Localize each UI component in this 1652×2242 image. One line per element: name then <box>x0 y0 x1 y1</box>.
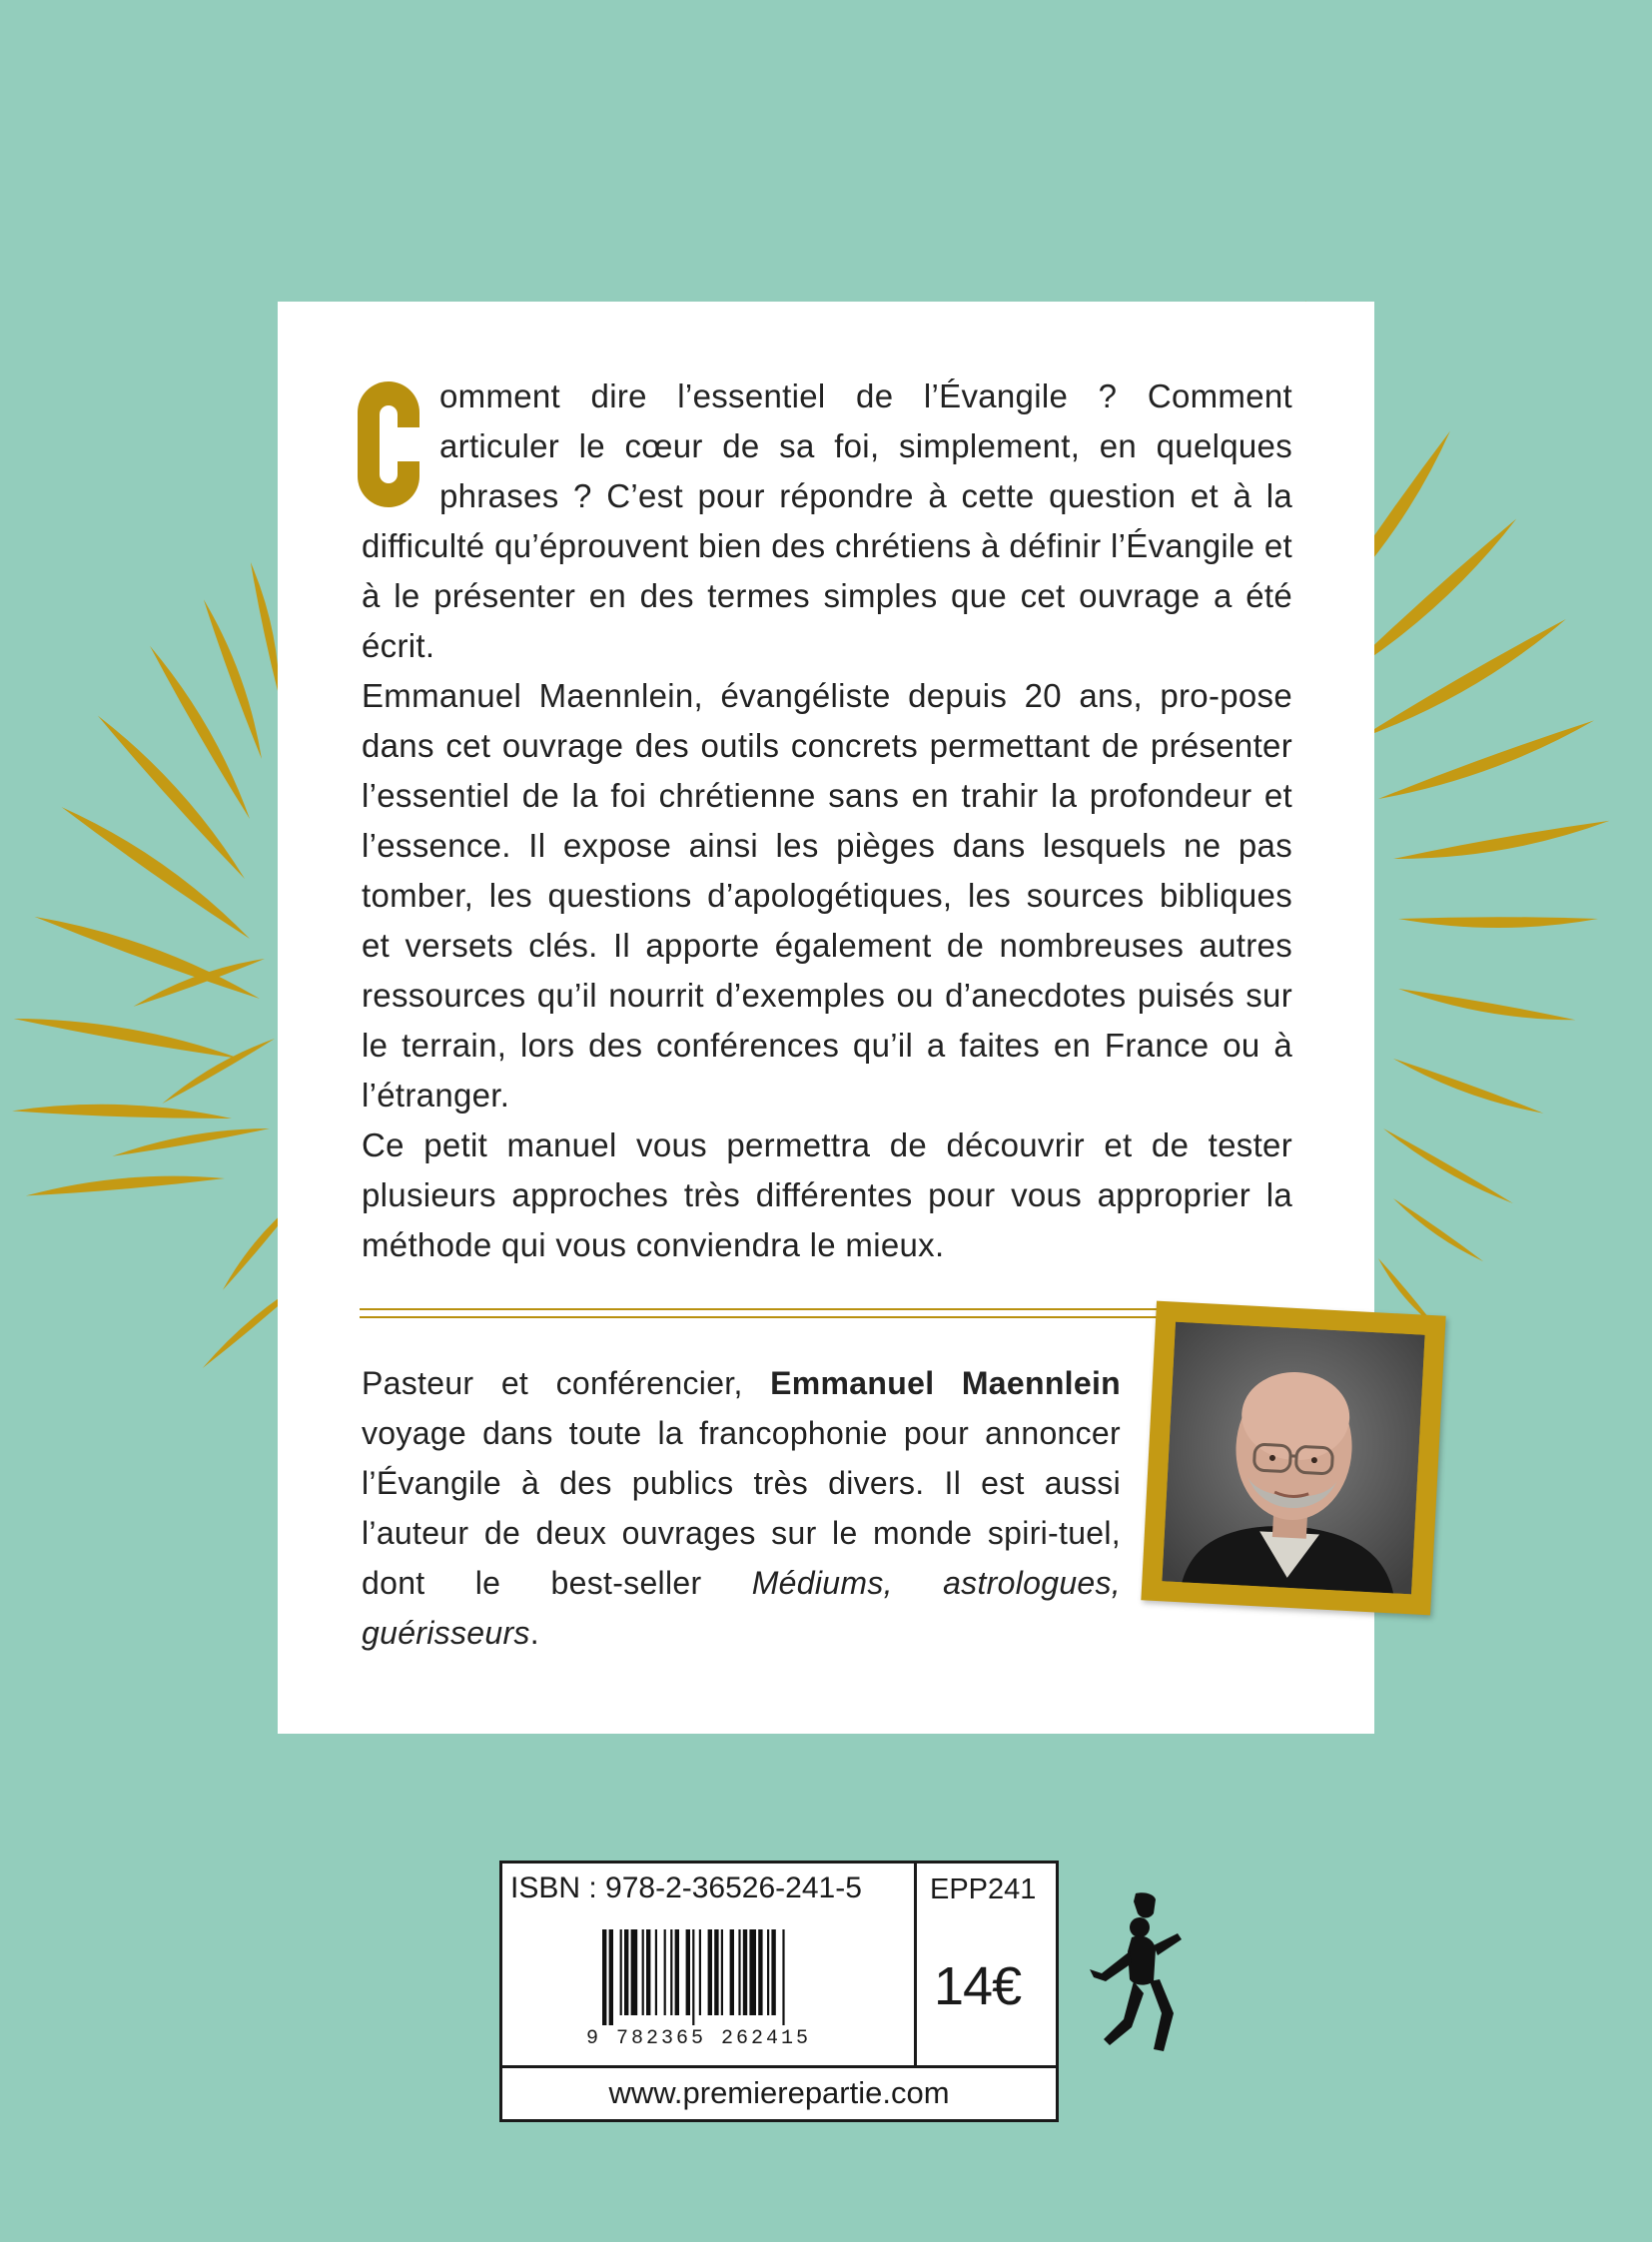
double-rule-divider <box>360 1308 1191 1318</box>
barcode-bar <box>692 1929 694 2025</box>
isbn-section <box>502 1864 917 2065</box>
palm-leaflet <box>133 959 265 1007</box>
publisher-logo-icon <box>1084 1889 1194 2059</box>
palm-leaflet <box>204 599 262 759</box>
barcode-bar <box>686 1929 690 2015</box>
barcode-bar <box>642 1929 644 2015</box>
palm-leaflet <box>1383 1128 1513 1203</box>
barcode-bar <box>782 1929 784 2025</box>
palm-leaflet <box>1398 989 1575 1020</box>
ean-barcode <box>602 1929 832 2025</box>
barcode-bar <box>609 1929 613 2025</box>
barcode-bar <box>631 1929 638 2015</box>
ean-digits: 9 782365 262415 <box>586 2027 812 2050</box>
palm-leaflet <box>1393 821 1610 859</box>
blurb-paragraph-3: Ce petit manuel vous permettra de découvrir et de tester plusieurs approches très différentes pour vous approprier la méthode qui vous conviendra le mieux. <box>362 1126 1292 1263</box>
author-bio: Pasteur et conférencier, Emmanuel Maennlein voyage dans toute la francophonie pour annoncer l’Évangile à des publics très divers. Il est aussi l’auteur de deux ouvrages sur le monde spiri-tuel, dont le best-seller Médiums, astrologues, guérisseurs. <box>362 1365 1122 1651</box>
palm-leaflet <box>98 716 245 879</box>
barcode-bar <box>602 1929 606 2025</box>
palm-leaflet <box>112 1128 270 1156</box>
blurb-paragraph-2: Emmanuel Maennlein, évangéliste depuis 20 ans, pro-pose dans cet ouvrage des outils concrets permettant de présenter l’essentiel de la foi chrétienne sans en trahir la profondeur et l’essence. Il expose ainsi les pièges dans lesquels ne pas tomber, les questions d’apologétiques, les sources bibliques et versets clés. Il apporte également de nombreuses autres ressources qu’il nourrit d’exemples ou d’anecdotes puisés sur le terrain, lors des conférences qu’il a faites en France ou à l’étranger. <box>362 677 1292 1114</box>
palm-leaflet <box>62 807 250 939</box>
palm-leaflet <box>34 917 260 999</box>
barcode-bar <box>655 1929 657 2015</box>
palm-leaflet <box>26 1176 225 1196</box>
barcode-bar <box>749 1929 756 2015</box>
barcode-bar <box>624 1929 628 2015</box>
blurb-paragraph-1: omment dire l’essentiel de l’Évangile ? Comment articuler le cœur de sa foi, simplement, en quelques phrases ? C’est pour répondre à cette question et à la difficulté qu’éprouvent bien des chrétiens à définir l’Évangile et à le présenter en des termes simples que cet ouvrage a été écrit. <box>362 377 1292 664</box>
book-blurb <box>362 372 1292 1270</box>
palm-leaflet <box>1398 917 1598 928</box>
book-title-reference: Médiums, astrologues, guérisseurs <box>362 1565 1121 1651</box>
barcode-bar <box>771 1929 775 2015</box>
palm-leaflet <box>1393 1059 1543 1114</box>
barcode-bar <box>767 1929 769 2015</box>
product-code: EPP241 <box>930 1873 1037 1905</box>
palm-leaflet <box>1393 1198 1483 1261</box>
palm-leaflet <box>1378 720 1594 799</box>
isbn-label: ISBN : 978-2-36526-241-5 <box>510 1871 862 1904</box>
barcode-bar <box>646 1929 650 2015</box>
barcode-bar <box>721 1929 723 2015</box>
barcode-bar <box>620 1929 622 2015</box>
palm-leaflet <box>12 1105 232 1119</box>
author-photo <box>1141 1301 1445 1616</box>
publisher-website: www.premierepartie.com <box>502 2065 1056 2119</box>
barcode-bar <box>708 1929 712 2015</box>
barcode-bar <box>699 1929 701 2015</box>
barcode-bar <box>738 1929 740 2015</box>
barcode-bar <box>664 1929 666 2015</box>
author-name: Emmanuel Maennlein <box>770 1365 1122 1401</box>
author-portrait <box>1162 1322 1424 1595</box>
barcode-bar <box>758 1929 762 2015</box>
palm-leaflet <box>251 562 280 699</box>
isbn-barcode-panel <box>499 1861 1059 2122</box>
barcode-bar <box>670 1929 672 2015</box>
barcode-bar <box>743 1929 747 2015</box>
barcode-bar <box>730 1929 734 2015</box>
barcode-bar <box>714 1929 718 2015</box>
palm-leaflet <box>13 1019 240 1059</box>
price: 14€ <box>934 1956 1022 2016</box>
barcode-bar <box>675 1929 679 2015</box>
